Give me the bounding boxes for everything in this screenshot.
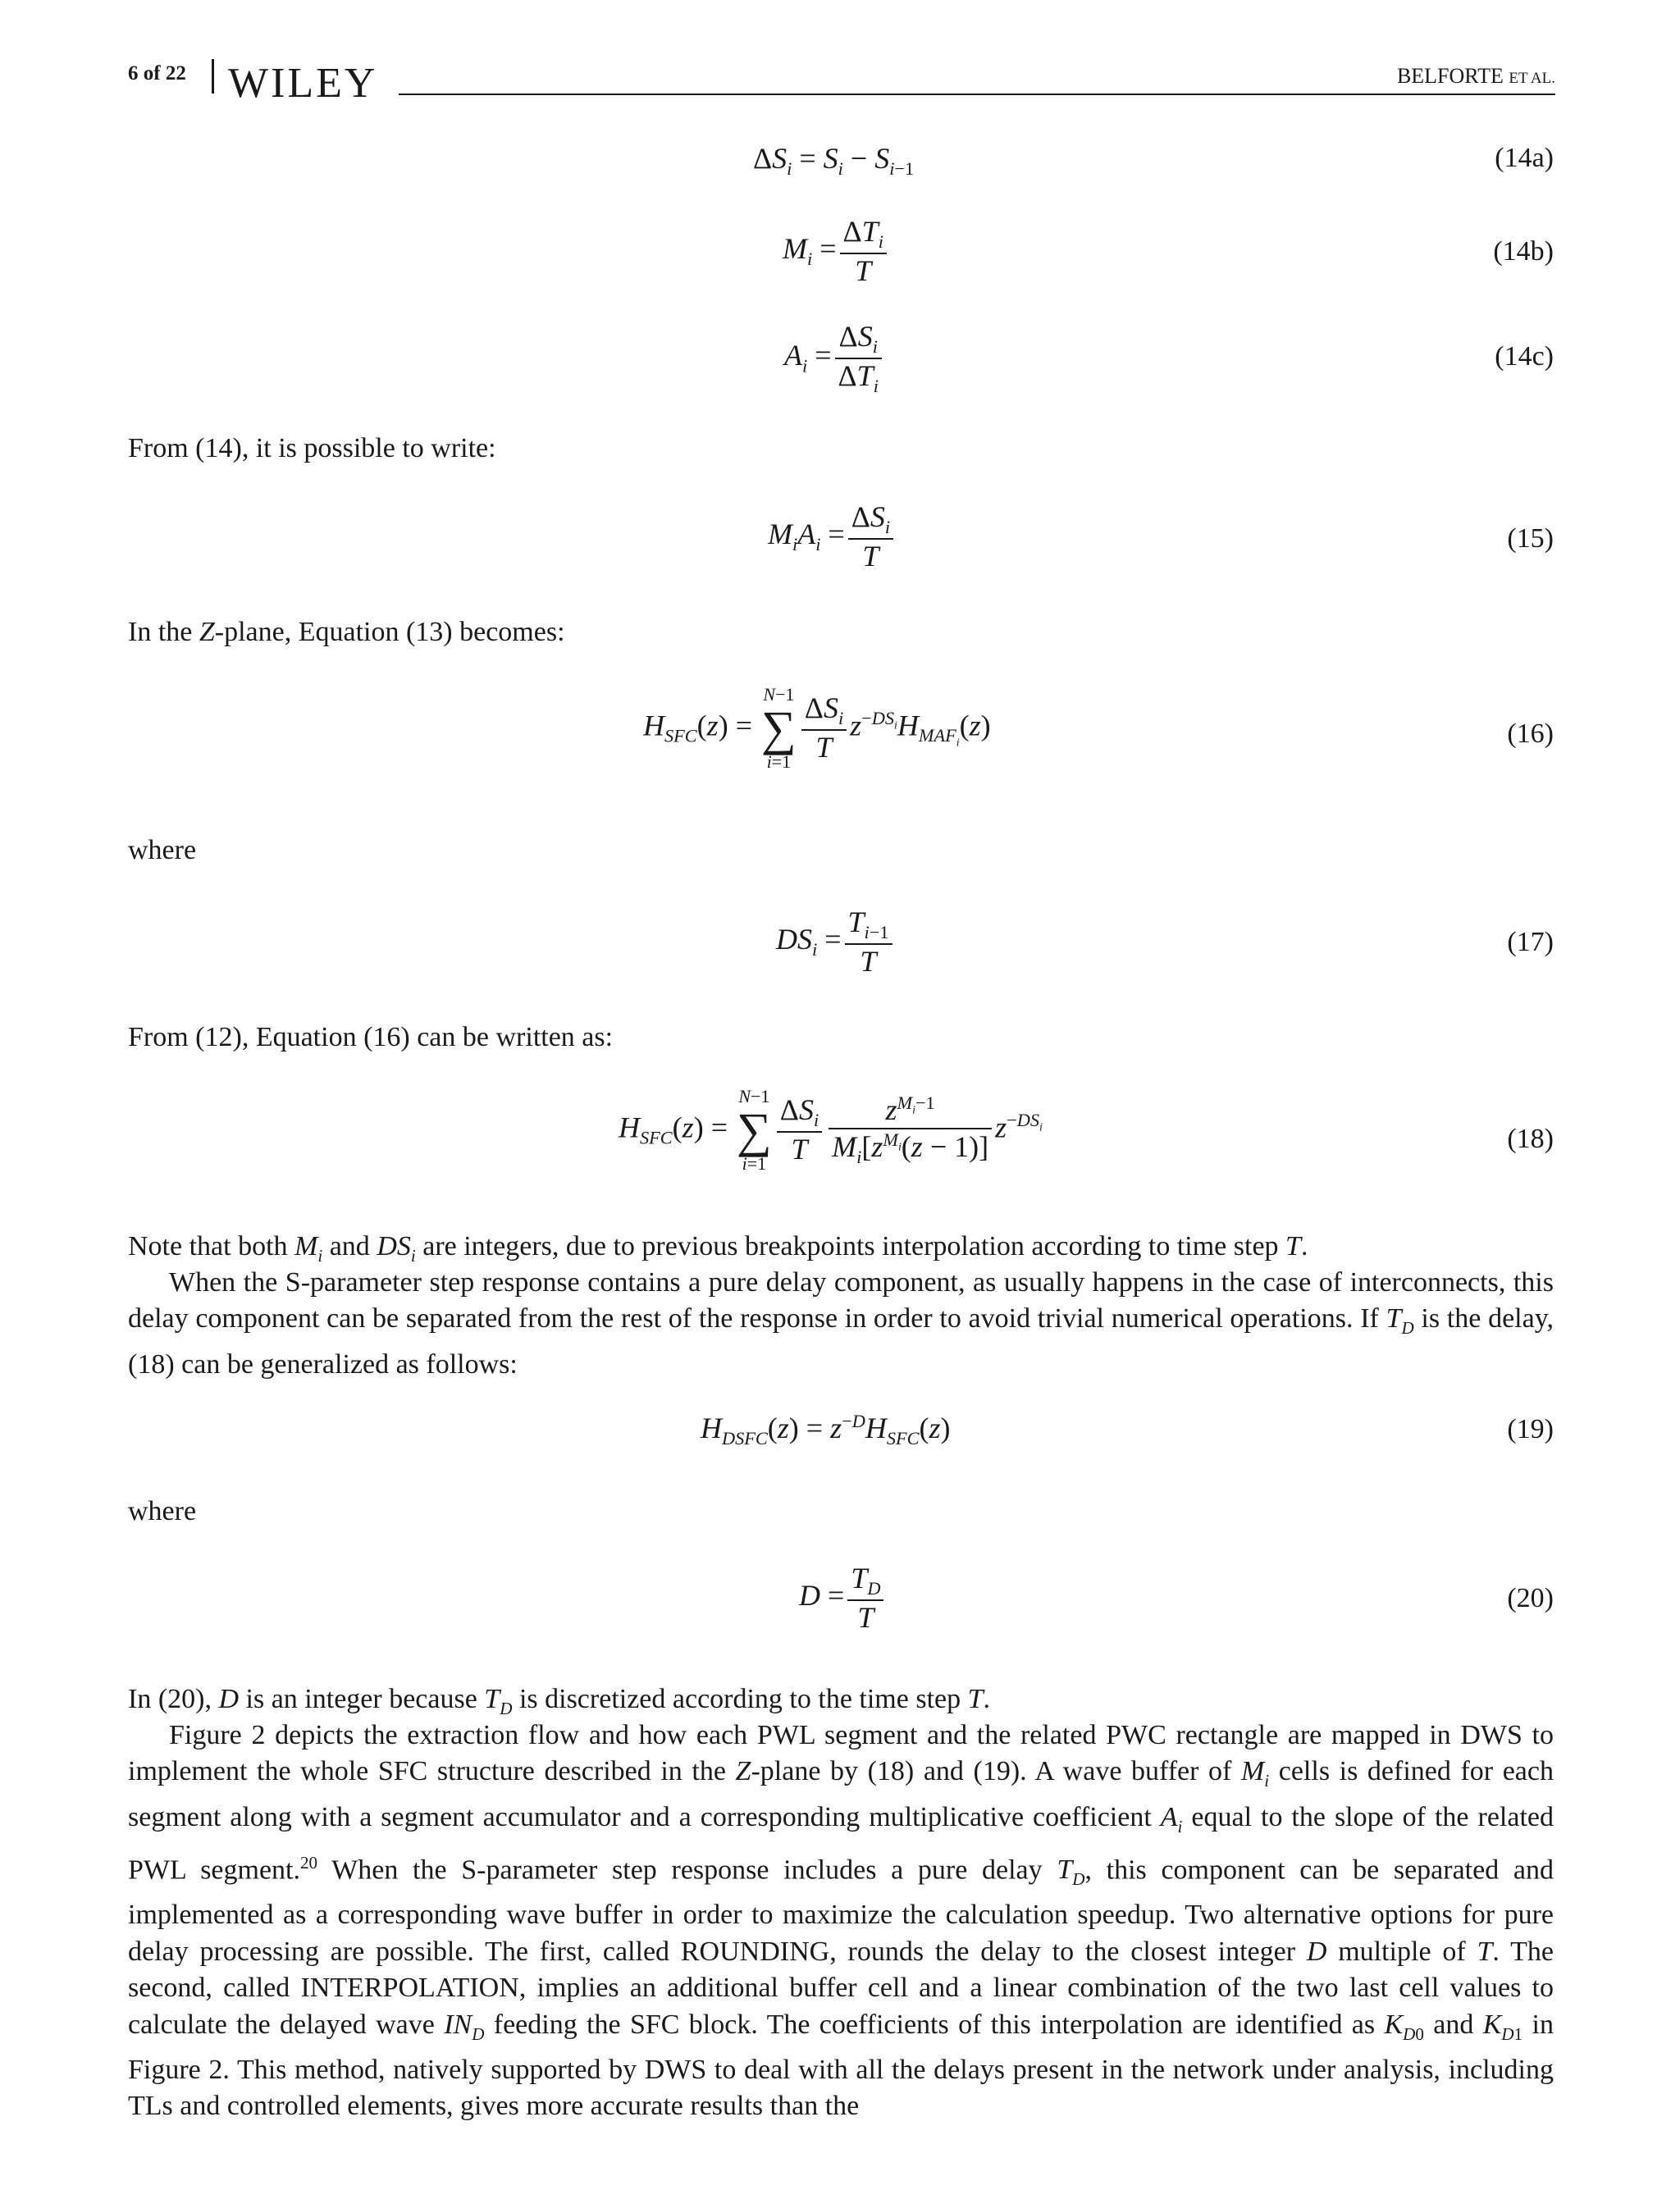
header-divider (212, 59, 214, 94)
equation-15-math: $M_iA_i$ = $\frac{\Delta S_i}{T}$ (768, 500, 897, 573)
equation-number: (20) (1507, 1583, 1554, 1613)
equation-14b-math: $M_i$ = $\frac{\Delta T_i}{T}$ (783, 215, 890, 288)
equation-17 (128, 906, 1554, 988)
equation-number: (14c) (1495, 341, 1554, 372)
equation-number: (19) (1507, 1414, 1554, 1444)
page-header (128, 59, 1555, 108)
equation-16 (128, 686, 1554, 784)
equation-19-math: $H_{DSFC}(z) = z^{-D}H_{SFC}(z)$ (701, 1411, 951, 1449)
paragraph: When the S-parameter step response contains a pure delay component, as usually happens in the case of interconnects, this delay component can be separated from the rest of the response in order to avoid trivial numerical operations. If $T_D$ is the delay, (18) can be generalized as follows: (128, 1267, 1554, 1380)
equation-14c-math: $A_i$ = $\frac{\Delta S_i}{\Delta T_i}$ (784, 320, 885, 397)
equation-14b (128, 215, 1554, 297)
equation-number: (17) (1507, 927, 1554, 957)
equation-18-math: $H_{SFC}(z)$ = N−1 ∑ i=1 $\frac{\Delta S_i}{T}$ $\frac{z^{M_i-1}}{M_i[z^{M_i}(z - 1)]}$ $z^{-DS_i}$ (619, 1086, 1043, 1174)
equation-number: (16) (1507, 719, 1554, 749)
equation-15 (128, 500, 1554, 582)
equation-number: (14b) (1493, 236, 1554, 267)
paragraph: Figure 2 depicts the extraction flow and how each PWL segment and the related PWC rectangle are mapped in DWS to implement the whole SFC structure described in the Z-plane by (18) and (19). A wave buffer of $M_i$ cells is defined for each segment along with a segment accumulator and a corresponding multiplicative coefficient $A_i$ equal to the slope of the related PWL segment.$^{20}$ When the S-parameter step response includes a pure delay $T_D$, this component can be separated and implemented as a corresponding wave buffer in order to maximize the calculation speedup. Two alternative options for pure delay processing are possible. The first, called ROUNDING, rounds the delay to the closest integer D multiple of T. The second, called INTERPOLATION, implies an additional buffer cell and a linear combination of the two last cell values to calculate the delayed wave $IN_D$ feeding the SFC block. The coefficients of this interpolation are identified as $K_{D0}$ and $K_{D1}$ in Figure 2. This method, natively supported by DWS to deal with all the delays present in the network under analysis, including TLs and controlled elements, gives more accurate results than the (128, 1720, 1554, 2122)
equation-20 (128, 1562, 1554, 1644)
page-number: 6 of 22 (128, 62, 186, 84)
equation-18 (128, 1088, 1554, 1194)
paragraph-line: In the Z-plane, Equation (13) becomes: (128, 617, 565, 647)
equation-number: (18) (1507, 1124, 1554, 1154)
equation-19 (128, 1411, 1554, 1460)
reference-citation: 20 (300, 1852, 318, 1873)
equation-16-math: $H_{SFC}(z)$ = N−1 ∑ i=1 $\frac{\Delta S_i}{T}$ $z^{-DS_i}H_{MAF_i}(z)$ (643, 684, 991, 772)
equation-14a (128, 141, 1554, 182)
paragraph-line: where (128, 1496, 197, 1526)
paragraph-line: where (128, 835, 197, 865)
equation-14c (128, 320, 1554, 402)
running-authors: BELFORTE ET AL. (1396, 64, 1555, 88)
paragraph: Note that both $M_i$ and $DS_i$ are integers, due to previous breakpoints interpolation according to time step T. (128, 1231, 1308, 1266)
equation-20-math: D = $\frac{T_D}{T}$ (799, 1562, 887, 1635)
paragraph-line: From (12), Equation (16) can be written as: (128, 1022, 614, 1052)
equation-14a-math: $\Delta S_i = S_i - S_{i-1}$ (753, 142, 915, 180)
journal-logo: WILEY (228, 60, 378, 107)
equation-17-math: $DS_i$ = $\frac{T_{i-1}}{T}$ (776, 906, 896, 979)
equation-number: (15) (1507, 523, 1554, 554)
paragraph: In (20), D is an integer because $T_D$ is discretized according to the time step T. (128, 1684, 991, 1718)
equation-number: (14a) (1495, 143, 1554, 173)
header-rule (399, 94, 1555, 95)
paragraph-line: From (14), it is possible to write: (128, 433, 496, 463)
